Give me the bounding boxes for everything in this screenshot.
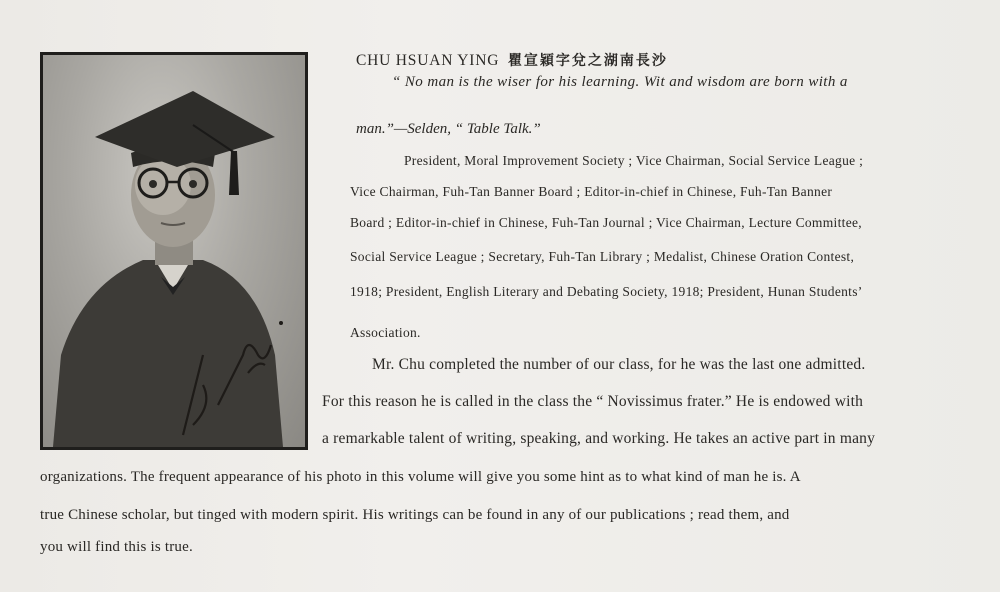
epigraph-line-2: man.”—Selden, “ Table Talk.” <box>356 121 541 137</box>
biography-line: a remarkable talent of writing, speaking, and working. He takes an active part in many <box>322 430 876 447</box>
student-name: CHU HSUAN YING <box>356 52 500 69</box>
portrait-photo <box>43 55 305 447</box>
biography-line: organizations. The frequent appearance of his photo in this volume will give you some hint as to what kind of man he is. A <box>40 469 801 485</box>
credentials-line: Vice Chairman, Fuh-Tan Banner Board ; Editor-in-chief in Chinese, Fuh-Tan Banner <box>350 184 833 199</box>
biography-line: For this reason he is called in the class the “ Novissimus frater.” He is endowed with <box>322 393 864 410</box>
epigraph-line-1: “ No man is the wiser for his learning. Wit and wisdom are born with a <box>392 74 848 90</box>
biography-line: Mr. Chu completed the number of our class, for he was the last one admitted. <box>372 356 866 373</box>
credentials-line: Association. <box>350 325 421 340</box>
portrait-photo-frame <box>40 52 308 450</box>
credentials-line: President, Moral Improvement Society ; Vice Chairman, Social Service League ; <box>404 153 864 168</box>
credentials-line: Board ; Editor-in-chief in Chinese, Fuh-Tan Journal ; Vice Chairman, Lecture Committee, <box>350 215 862 230</box>
credentials-line: 1918; President, English Literary and Debating Society, 1918; President, Hunan Students’ <box>350 284 863 299</box>
biography-line: true Chinese scholar, but tinged with modern spirit. His writings can be found in any of our publications ; read them, and <box>40 507 790 523</box>
credentials-line: Social Service League ; Secretary, Fuh-Tan Library ; Medalist, Chinese Oration Contest, <box>350 249 855 264</box>
signature-image <box>43 55 305 447</box>
student-chinese-name: 瞿宣穎字兌之湖南長沙 <box>507 54 668 69</box>
student-name-heading <box>356 50 668 70</box>
biography-line: you will find this is true. <box>40 539 193 555</box>
